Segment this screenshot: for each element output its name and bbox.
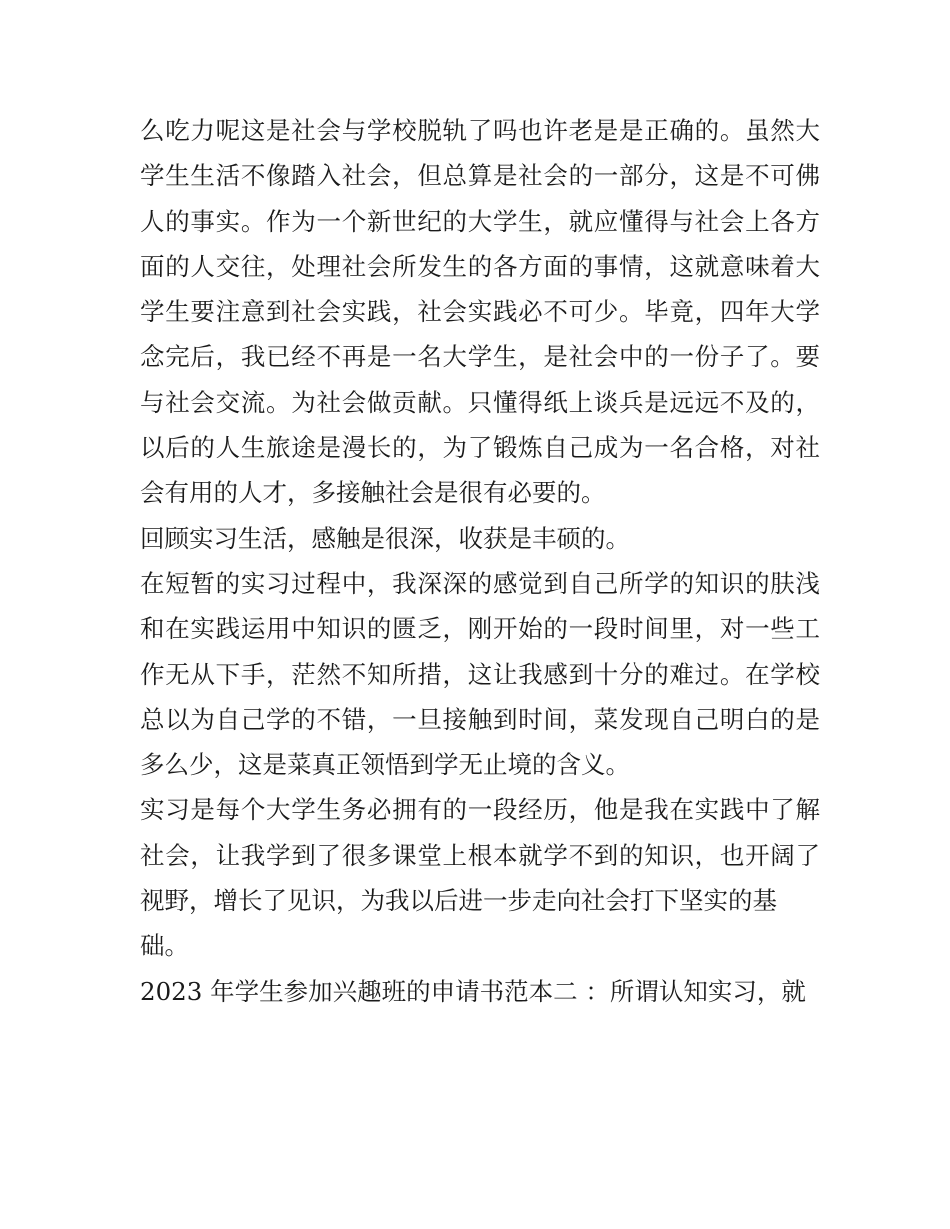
text-line: 学生要注意到社会实践，社会实践必不可少。毕竟，四年大学 <box>140 297 820 327</box>
text-line: 实习是每个大学生务必拥有的一段经历，他是我在实践中了解 <box>140 795 820 825</box>
text-line: 么吃力呢这是社会与学校脱轨了吗也许老是是正确的。虽然大 <box>140 116 820 145</box>
text-line: 念完后，我已经不再是一名大学生，是社会中的一份子了。要 <box>140 342 820 372</box>
text-line: 总以为自己学的不错，一旦接触到时间，菜发现自己明白的是 <box>140 704 820 734</box>
text-line: 与社会交流。为社会做贡献。只懂得纸上谈兵是远远不及的， <box>140 387 820 417</box>
text-line: 学生生活不像踏入社会，但总算是社会的一部分，这是不可佛 <box>140 161 820 191</box>
text-line: 和在实践运用中知识的匮乏，刚开始的一段时间里，对一些工 <box>140 614 820 644</box>
text-line: 视野，增长了见识，为我以后进一步走向社会打下坚实的基 <box>140 886 777 916</box>
text-line: 社会，让我学到了很多课堂上根本就学不到的知识，也开阔了 <box>140 840 820 870</box>
text-line: 多么少，这是菜真正领悟到学无止境的含义。 <box>140 750 630 780</box>
text-line: 在短暂的实习过程中，我深深的感觉到自己所学的知识的肤浅 <box>140 568 820 598</box>
text-line: 作无从下手，茫然不知所措，这让我感到十分的难过。在学校 <box>140 659 820 689</box>
text-line: 人的事实。作为一个新世纪的大学生，就应懂得与社会上各方 <box>140 206 820 236</box>
text-line: 回顾实习生活，感触是很深，收获是丰硕的。 <box>140 523 630 553</box>
document-body <box>140 108 820 1014</box>
text-line: 以后的人生旅途是漫长的，为了锻炼自己成为一名合格，对社 <box>140 433 820 463</box>
text-line: 面的人交往，处理社会所发生的各方面的事情，这就意味着大 <box>140 251 820 281</box>
text-line: 会有用的人才，多接触社会是很有必要的。 <box>140 478 606 508</box>
text-line: 础。 <box>140 931 189 961</box>
text-line: 2023 年学生参加兴趣班的申请书范本二 ：所谓认知实习，就 <box>140 976 806 1006</box>
